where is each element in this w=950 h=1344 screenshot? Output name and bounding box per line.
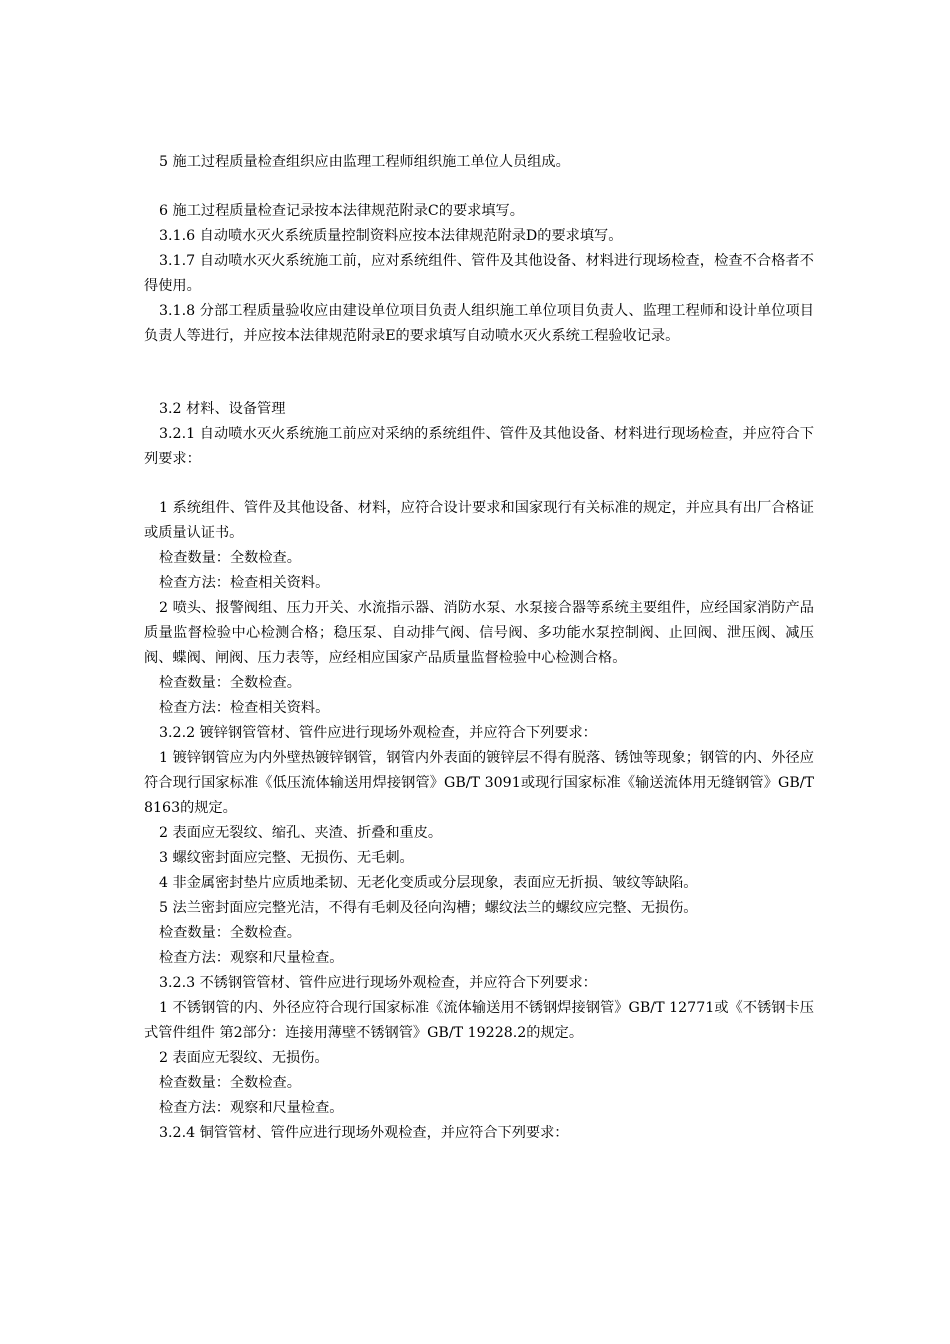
document-body [144,150,814,1146]
inspection-quantity: 检查数量：全数检查。 [159,550,301,566]
paragraph-3-2-1: 3.2.1 自动喷水灭火系统施工前应对采纳的系统组件、管件及其他设备、材料进行现场检查，并应符合下列要求： [144,426,814,467]
paragraph-3-2-2-item-3: 3 螺纹密封面应完整、无损伤、无毛刺。 [159,850,414,866]
paragraph-item-5-inspection-org: 5 施工过程质量检查组织应由监理工程师组织施工单位人员组成。 [159,154,570,170]
inspection-quantity: 检查数量：全数检查。 [159,675,301,691]
paragraph-3-2-3: 3.2.3 不锈钢管管材、管件应进行现场外观检查，并应符合下列要求： [159,975,597,991]
paragraph-3-2-2: 3.2.2 镀锌钢管管材、管件应进行现场外观检查，并应符合下列要求： [159,725,597,741]
paragraph-3-2-3-item-2: 2 表面应无裂纹、无损伤。 [159,1050,329,1066]
inspection-quantity: 检查数量：全数检查。 [159,925,301,941]
inspection-method: 检查方法：检查相关资料。 [159,700,330,716]
inspection-method: 检查方法：观察和尺量检查。 [159,1100,344,1116]
paragraph-3-2-4: 3.2.4 铜管管材、管件应进行现场外观检查，并应符合下列要求： [159,1125,569,1141]
paragraph-3-1-8: 3.1.8 分部工程质量验收应由建设单位项目负责人组织施工单位项目负责人、监理工程师和设计单位项目负责人等进行，并应按本法律规范附录E的要求填写自动喷水灭火系统工程验收记录。 [144,303,814,344]
paragraph-3-2-1-item-1: 1 系统组件、管件及其他设备、材料，应符合设计要求和国家现行有关标准的规定，并应具有出厂合格证或质量认证书。 [144,500,814,541]
paragraph-3-1-6: 3.1.6 自动喷水灭火系统质量控制资料应按本法律规范附录D的要求填写。 [159,228,623,244]
inspection-method: 检查方法：观察和尺量检查。 [159,950,344,966]
paragraph-3-2-3-item-1: 1 不锈钢管的内、外径应符合现行国家标准《流体输送用不锈钢焊接钢管》GB/T 12771或《不锈钢卡压式管件组件 第2部分：连接用薄壁不锈钢管》GB/T 19228.2的规定。 [144,1000,814,1041]
paragraph-3-2-2-item-2: 2 表面应无裂纹、缩孔、夹渣、折叠和重皮。 [159,825,443,841]
paragraph-3-2-2-item-4: 4 非金属密封垫片应质地柔韧、无老化变质或分层现象，表面应无折损、皱纹等缺陷。 [159,875,698,891]
inspection-quantity: 检查数量：全数检查。 [159,1075,301,1091]
inspection-method: 检查方法：检查相关资料。 [159,575,330,591]
section-heading-3-2: 3.2 材料、设备管理 [159,401,286,417]
paragraph-3-2-2-item-5: 5 法兰密封面应完整光洁，不得有毛刺及径向沟槽；螺纹法兰的螺纹应完整、无损伤。 [159,900,698,916]
paragraph-3-2-2-item-1: 1 镀锌钢管应为内外壁热镀锌钢管，钢管内外表面的镀锌层不得有脱落、锈蚀等现象；钢管的内、外径应符合现行国家标准《低压流体输送用焊接钢管》GB/T 3091或现行国家标准《输送流体用无缝钢管》GB/T 8163的规定。 [144,750,814,816]
paragraph-3-2-1-item-2: 2 喷头、报警阀组、压力开关、水流指示器、消防水泵、水泵接合器等系统主要组件，应经国家消防产品质量监督检验中心检测合格；稳压泵、自动排气阀、信号阀、多功能水泵控制阀、止回阀、泄压阀、减压阀、蝶阀、闸阀、压力表等，应经相应国家产品质量监督检验中心检测合格。 [144,600,814,666]
paragraph-3-1-7: 3.1.7 自动喷水灭火系统施工前，应对系统组件、管件及其他设备、材料进行现场检查，检查不合格者不得使用。 [144,253,814,294]
paragraph-item-6-inspection-record: 6 施工过程质量检查记录按本法律规范附录C的要求填写。 [159,203,524,219]
